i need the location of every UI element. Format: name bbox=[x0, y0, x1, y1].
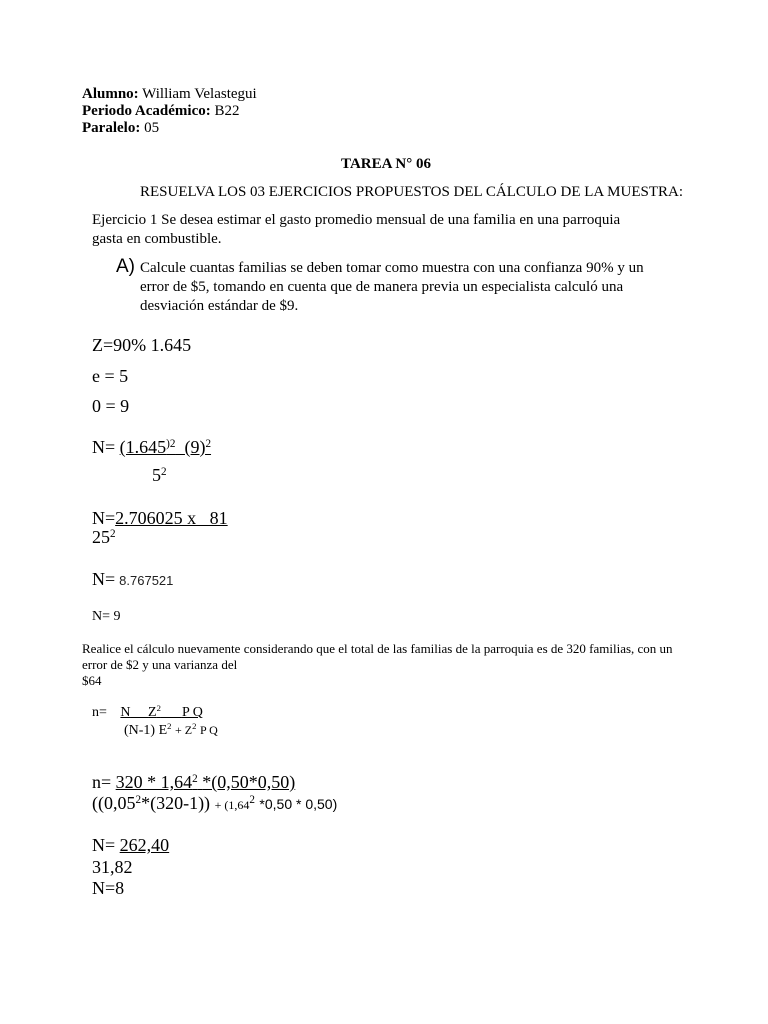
n-result-1: N= 9 bbox=[92, 609, 121, 624]
section-label: Paralelo: bbox=[82, 120, 141, 136]
part-a-marker: A) bbox=[116, 256, 135, 277]
n-denominator: $5^2$ bbox=[152, 465, 167, 485]
page-title: TAREA N° 06 bbox=[341, 156, 431, 172]
n2-denominator: $25^2$ bbox=[92, 527, 116, 547]
part-a-line1: Calcule cuantas familias se deben tomar como muestra con una confianza 90% y un bbox=[140, 260, 644, 276]
student-label: Alumno: bbox=[82, 86, 139, 102]
n-formula-1 bbox=[92, 436, 211, 458]
part-a-line2: error de $5, tomando en cuenta que de manera previa un especialista calculó una bbox=[140, 279, 624, 295]
n-formula-4: n= 320 * 1,64$^2$ *(0,50*0,50) bbox=[92, 772, 296, 792]
part-a-line3: desviación estándar de $9. bbox=[140, 298, 299, 314]
n-result-2: N= 262,40 bbox=[92, 835, 170, 855]
n-result-2-denominator: 31,82 bbox=[92, 857, 133, 877]
student-name: William Velastegui bbox=[142, 86, 257, 102]
formula-denominator: (N-1) $E^2 + Z^2$ P Q bbox=[124, 721, 218, 738]
period-line bbox=[82, 102, 239, 120]
section-line bbox=[82, 119, 159, 137]
n4-denominator: ($(0,05^2*(320-1)) + (1,64^2$ *0,50 * 0,50) bbox=[92, 793, 338, 813]
period-value: B22 bbox=[214, 103, 240, 119]
n-final-result: N=8 bbox=[92, 878, 125, 898]
page-subtitle: RESUELVA LOS 03 EJERCICIOS PROPUESTOS DEL CÁLCULO DE LA MUESTRA: bbox=[140, 184, 683, 200]
part2-line1: Realice el cálculo nuevamente considerando que el total de las familias de la parroquia es de 320 familias, con un bbox=[82, 641, 673, 656]
n2-numerator: 2.706025 x 81 bbox=[115, 508, 228, 528]
section-value: 05 bbox=[144, 120, 160, 136]
student-line bbox=[82, 85, 257, 103]
z-value: Z=90% 1.645 bbox=[92, 335, 192, 355]
part2-line2: error de $2 y una varianza del bbox=[82, 657, 238, 672]
n-formula-3: N= 8.767521 bbox=[92, 569, 174, 589]
formula-numerator: n= N $Z^2$ P Q bbox=[92, 703, 203, 720]
part2-line3: $64 bbox=[82, 673, 102, 688]
exercise1-line1: Ejercicio 1 Se desea estimar el gasto promedio mensual de una familia en una parroquia bbox=[92, 212, 621, 228]
exercise1-line2: gasta en combustible. bbox=[92, 231, 222, 247]
n-numerator: ($1.645^{)2}$ $(9)^2$ bbox=[119, 437, 212, 457]
e-value: e = 5 bbox=[92, 366, 129, 386]
sigma-value: 0 = 9 bbox=[92, 396, 130, 416]
period-label: Periodo Académico: bbox=[82, 103, 211, 119]
n-formula-2: N=2.706025 x 81 bbox=[92, 508, 228, 528]
n4-numerator: 320 * 1,64$^2$ *(0,50*0,50) bbox=[115, 772, 296, 792]
n3-value: 8.767521 bbox=[119, 573, 174, 588]
n-label: N= bbox=[92, 437, 116, 457]
